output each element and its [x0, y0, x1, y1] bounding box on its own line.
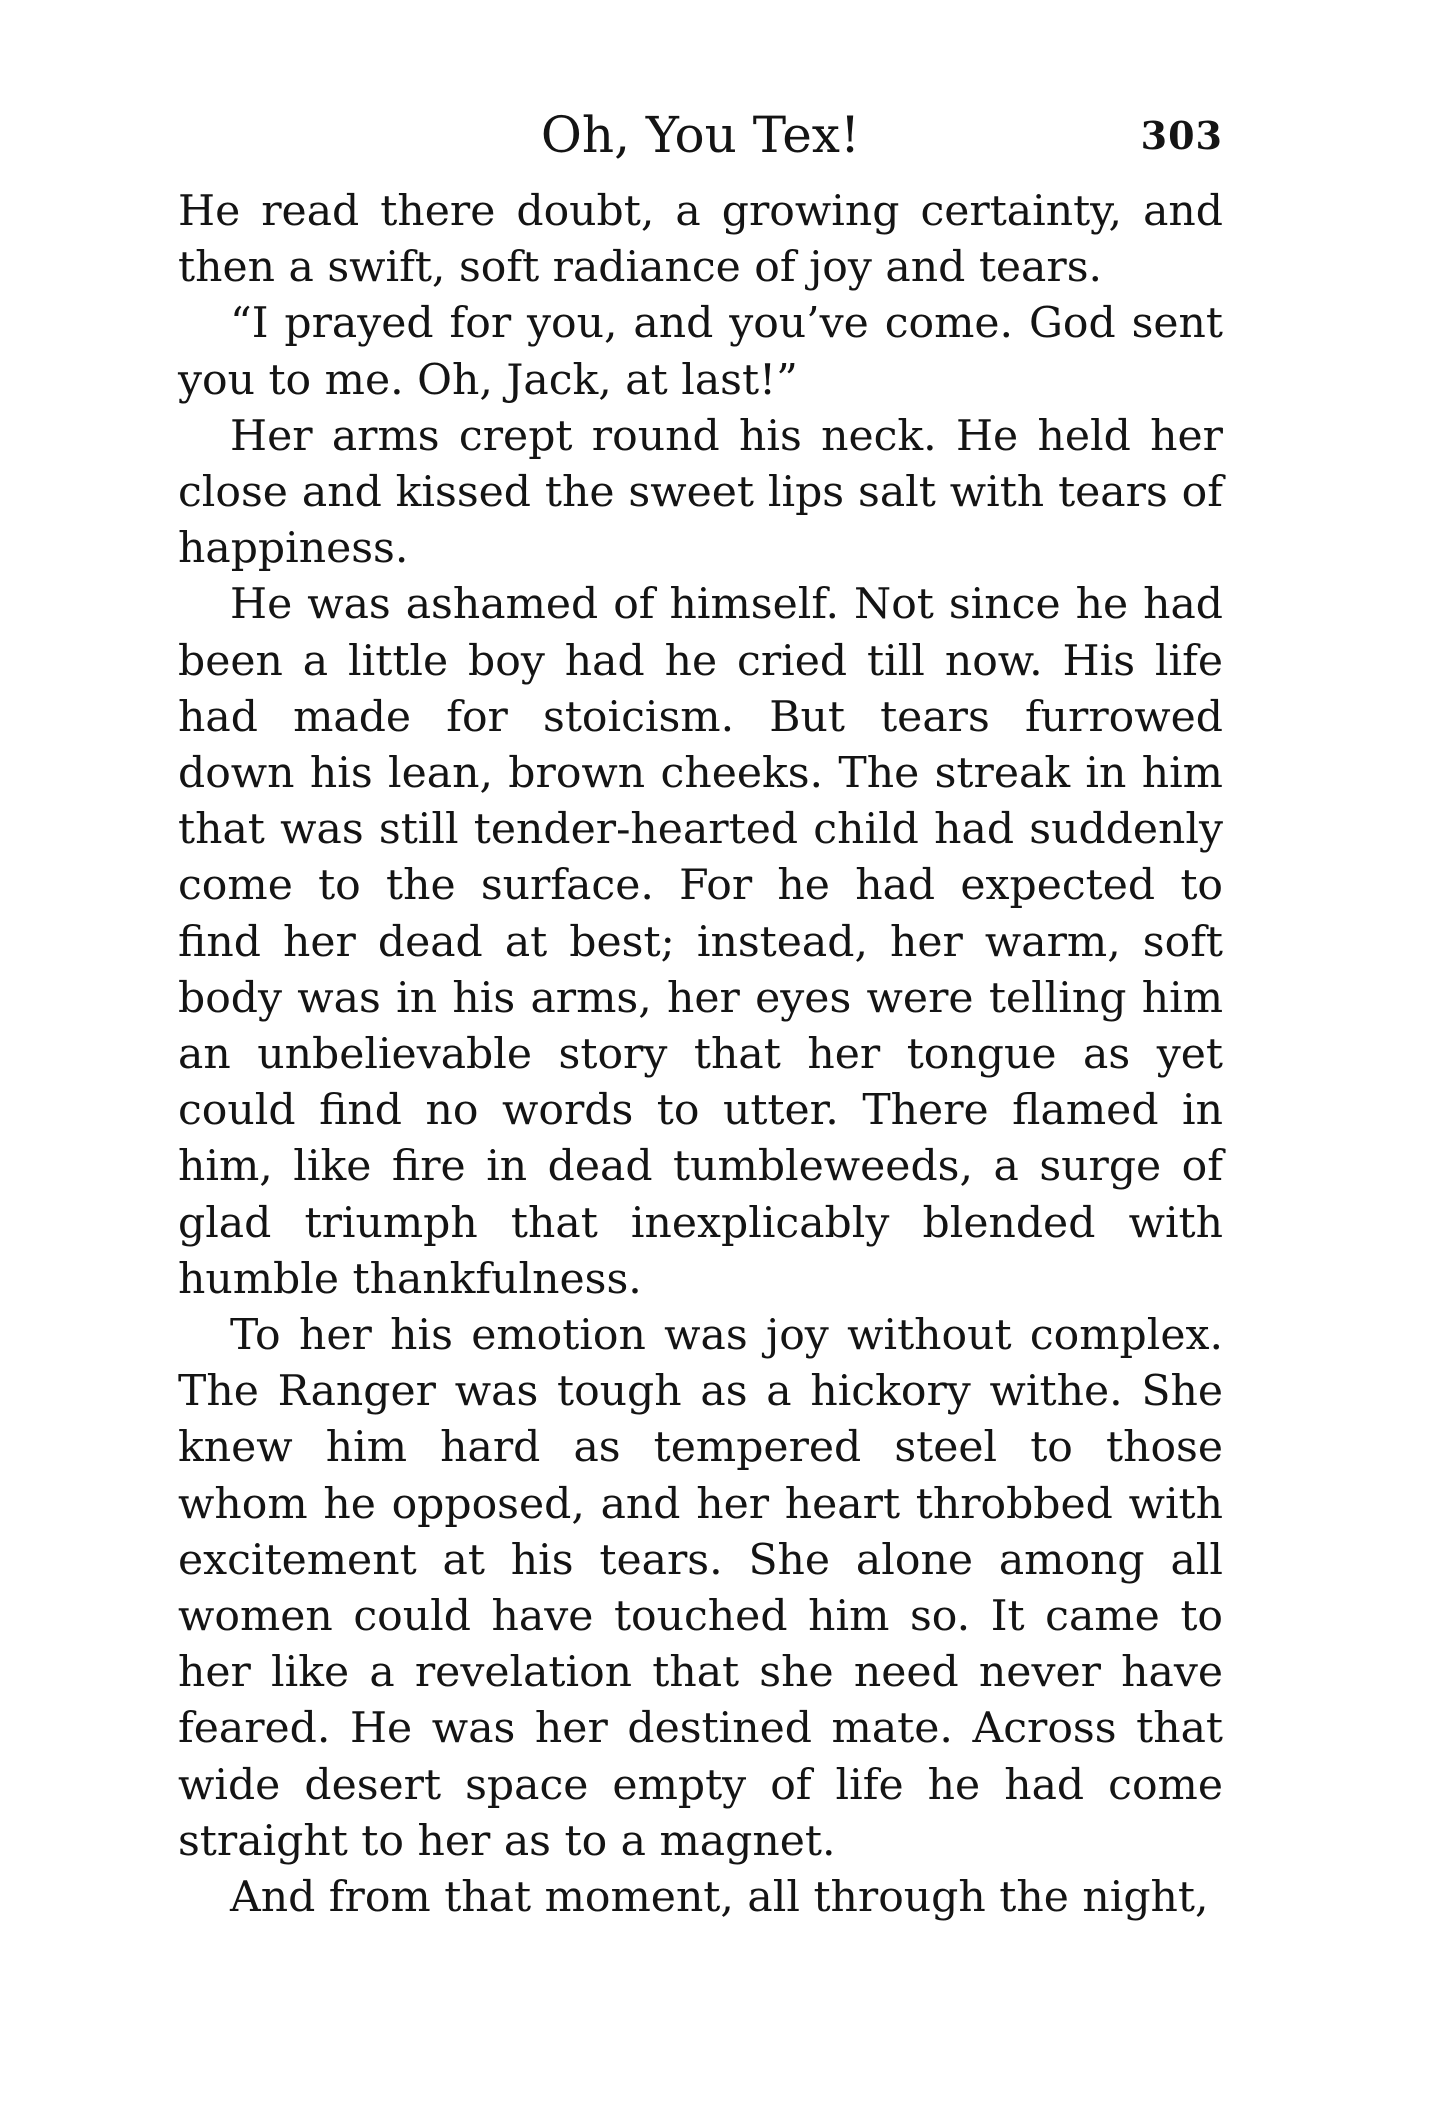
- running-head: [178, 100, 1223, 174]
- paragraph: And from that moment, all through the night,: [230, 1873, 1209, 1923]
- paragraph: He read there doubt, a growing certainty, and then a swift, soft radiance of joy and tears.: [178, 187, 1223, 293]
- body-text: [178, 184, 1223, 1926]
- paragraph: “I prayed for you, and you’ve come. God sent you to me. Oh, Jack, at last!”: [178, 299, 1223, 405]
- book-page: [178, 100, 1223, 1926]
- paragraph: He was ashamed of himself. Not since he had been a little boy had he cried till now. His life had made for stoicism. But tears furrowed down his lean, brown cheeks. The streak in him that was still tender-hearted child had suddenly come to the surface. For he had expected to find her dead at best; instead, her warm, soft body was in his arms, her eyes were telling him an unbelievable story that her tongue as yet could find no words to utter. There flamed in him, like fire in dead tumbleweeds, a surge of glad triumph that inexplicably blended with humble thankfulness.: [178, 580, 1223, 1304]
- paragraph: To her his emotion was joy without complex. The Ranger was tough as a hickory withe. She knew him hard as tempered steel to those whom he opposed, and her heart throbbed with excitement at his tears. She alone among all women could have touched him so. It came to her like a revelation that she need never have feared. He was her destined mate. Across that wide desert space empty of life he had come straight to her as to a magnet.: [178, 1311, 1223, 1866]
- running-title: Oh, You Tex!: [540, 106, 861, 164]
- paragraph: Her arms crept round his neck. He held her close and kissed the sweet lips salt with tears of happiness.: [178, 411, 1223, 574]
- page-number: 303: [1140, 113, 1223, 158]
